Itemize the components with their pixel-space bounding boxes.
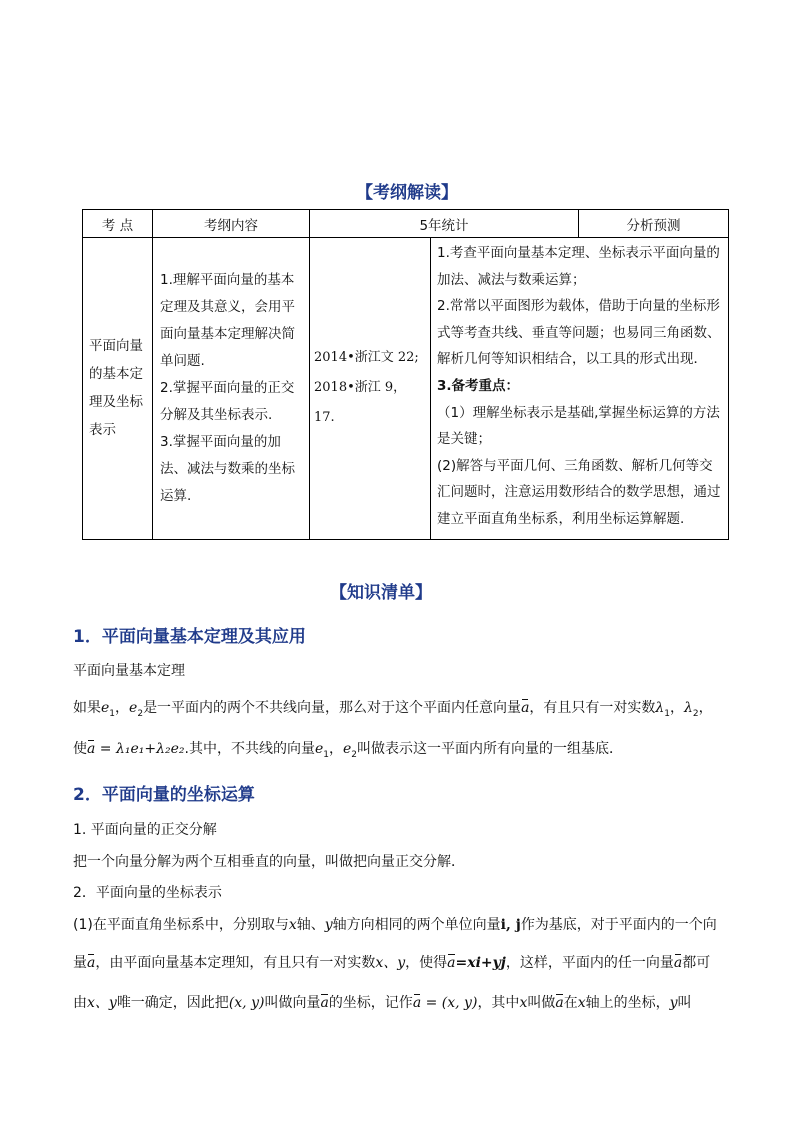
section-2-subtitle-1: 1. 平面向量的正交分解	[73, 822, 217, 838]
text: 轴上的坐标，	[585, 995, 670, 1011]
header-cell-stats: 5年统计	[310, 210, 579, 238]
outline-title: 【考纲解读】	[356, 183, 458, 203]
header-cell-syllabus: 考纲内容	[153, 210, 310, 238]
text: (1)在平面直角坐标系中，分别取与	[73, 917, 289, 933]
vector-a: a	[87, 955, 96, 971]
subscript: 2	[692, 708, 699, 719]
analysis-p4: （1）理解坐标表示是基础,掌握坐标运算的方法是关键；	[437, 404, 720, 448]
x-symbol: x	[577, 995, 586, 1011]
coordinate-equation: = (x, y)	[421, 995, 478, 1011]
outline-table-main	[82, 209, 729, 540]
cell-point: 平面向量的基本定理及坐标表示	[83, 238, 153, 540]
section-2-line-1: 把一个向量分解为两个互相垂直的向量，叫做把向量正交分解．	[73, 854, 465, 870]
section-2-para-line-1	[73, 914, 723, 934]
text: 是一平面内的两个不共线向量，那么对于这个平面内任意向量	[143, 700, 522, 716]
text: ，	[670, 700, 685, 716]
text: 叫做	[527, 995, 556, 1011]
text: 作为基底，对于平面内的一个向	[520, 917, 717, 933]
text: 使	[73, 741, 87, 757]
vector-a: a	[555, 995, 564, 1011]
cell-analysis	[431, 238, 729, 540]
lambda1-symbol: λ	[655, 700, 665, 716]
subscript: 2	[351, 749, 358, 760]
text: ，	[698, 700, 713, 716]
analysis-p5: (2)解答与平面几何、三角函数、解析几何等交汇问题时，注意运用数形结合的数学思想，通过建立平面直角坐标系，利用坐标运算解题.	[437, 457, 721, 527]
text: ，	[328, 741, 343, 757]
syllabus-item-3: 3.掌握平面向量的加法、减法与数乘的坐标运算.	[160, 433, 295, 504]
analysis-p1: 1.考查平面向量基本定理、坐标表示平面向量的加法、减法与数乘运算；	[437, 245, 720, 288]
text: ，有且只有一对实数	[529, 700, 656, 716]
e1-symbol: e	[101, 700, 110, 716]
text: 由	[73, 995, 87, 1011]
knowledge-title: 【知识清单】	[330, 583, 432, 603]
section-1-line-2	[73, 738, 723, 760]
vector-a: a	[320, 995, 329, 1011]
analysis-p2: 2.常常以平面图形为载体，借助于向量的坐标形式等考查共线、垂直等问题；也易同三角函数、解析几何等知识相结合，以工具的形式出现．	[437, 298, 721, 368]
text: 轴方向相同的两个单位向量	[332, 917, 501, 933]
xy-symbols: x、y	[87, 995, 117, 1011]
subscript: 1	[664, 708, 671, 719]
text: ，	[115, 700, 130, 716]
vector-a: a	[521, 700, 530, 716]
text: .其中，不共线的向量	[184, 741, 315, 757]
cell-stats	[310, 238, 431, 540]
lambda2-symbol: λ	[684, 700, 693, 716]
section-2-title: 2．平面向量的坐标运算	[73, 785, 255, 805]
text: 量	[73, 955, 87, 971]
header-cell-point: 考 点	[83, 210, 153, 238]
stats-line-2: 2018•浙江 9，17.	[314, 380, 407, 426]
y-symbol: y	[324, 917, 333, 933]
text: 轴、	[296, 917, 325, 933]
basis-equation: = λ₁e₁+λ₂e₂	[95, 741, 185, 757]
xy-symbols: x、y	[375, 955, 406, 971]
table-row	[83, 238, 729, 540]
section-1-subtitle: 平面向量基本定理	[73, 663, 185, 679]
stats-line-1: 2014•浙江文 22;	[314, 350, 419, 366]
vector-a: a	[412, 995, 422, 1011]
text: 叫做向量	[264, 995, 321, 1011]
syllabus-item-1: 1.理解平面向量的基本定理及其意义，会用平面向量基本定理解决简单问题.	[160, 271, 295, 369]
x-symbol: x	[288, 917, 297, 933]
coordinate-pair: (x, y)	[228, 995, 265, 1011]
section-1-line-1	[73, 697, 723, 719]
e2-symbol: e	[129, 700, 138, 716]
e2-symbol: e	[342, 741, 352, 757]
section-2-para-line-2	[73, 952, 723, 972]
text: 在	[563, 995, 578, 1011]
table-header-row	[83, 210, 729, 238]
header-cell-analysis: 分析预测	[579, 210, 729, 238]
text: 叫	[677, 995, 692, 1011]
x-symbol: x	[519, 995, 528, 1011]
text: 都可	[682, 955, 711, 971]
vector-a: a	[673, 955, 683, 971]
decomposition-equation: =xi+yj	[455, 955, 506, 971]
syllabus-item-2: 2.掌握平面向量的正交分解及其坐标表示.	[160, 379, 295, 423]
text: 叫做表示这一平面内所有向量的一组基底．	[357, 741, 624, 757]
subscript: 2	[137, 708, 144, 719]
y-symbol: y	[669, 995, 678, 1011]
analysis-focus-heading: 3.备考重点：	[437, 377, 520, 394]
e1-symbol: e	[314, 741, 324, 757]
section-1-title: 1．平面向量基本定理及其应用	[73, 627, 306, 647]
text: ，这样，平面内的任一向量	[505, 955, 674, 971]
section-2-subtitle-2: 2．平面向量的坐标表示	[73, 885, 222, 901]
subscript: 1	[323, 749, 329, 760]
unit-vectors: i, j	[500, 917, 521, 933]
cell-syllabus	[153, 238, 310, 540]
subscript: 1	[109, 708, 116, 719]
text: ，由平面向量基本定理知，有且只有一对实数	[95, 955, 376, 971]
vector-a: a	[447, 955, 456, 971]
section-2-para-line-3	[73, 992, 723, 1012]
text: 唯一确定，因此把	[116, 995, 229, 1011]
vector-a: a	[87, 741, 96, 757]
text: ，使得	[405, 955, 448, 971]
text: 的坐标，记作	[328, 995, 413, 1011]
text: ，其中	[477, 995, 520, 1011]
text: 如果	[73, 700, 101, 716]
